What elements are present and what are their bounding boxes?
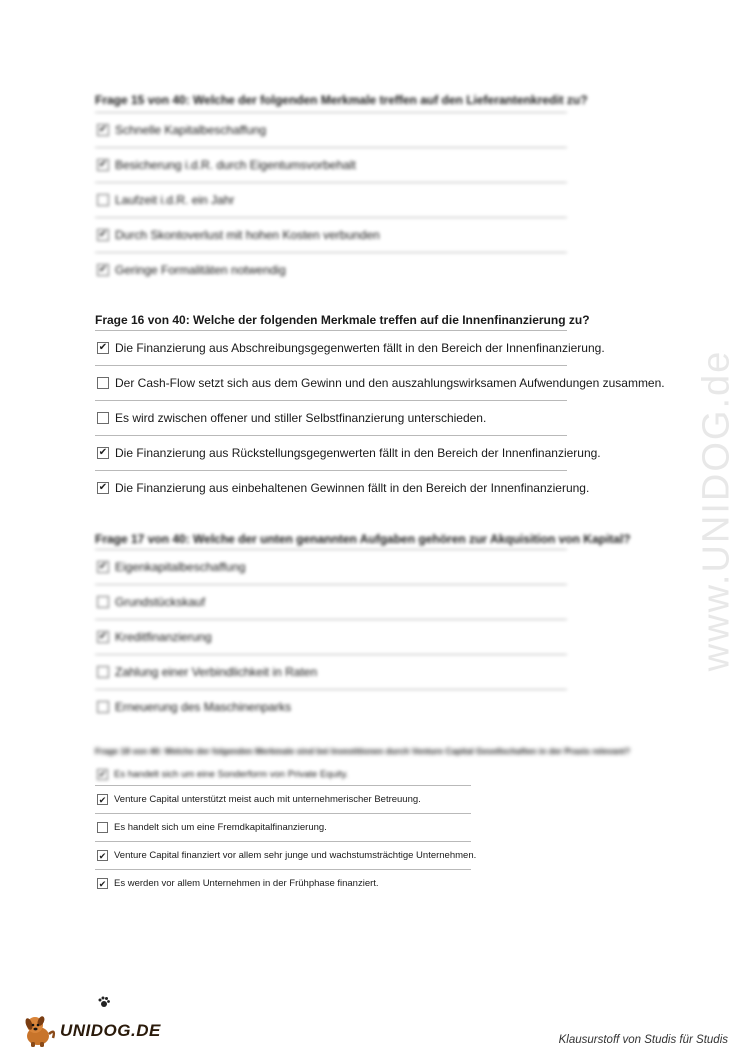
answer-option[interactable] (95, 654, 567, 689)
option-label: Schnelle Kapitalbeschaffung (115, 123, 267, 137)
checkbox-icon[interactable] (97, 377, 109, 389)
question-title: Frage 15 von 40: Welche der folgenden Merkmale treffen auf den Lieferantenkredit zu? (95, 93, 588, 107)
checkbox-icon[interactable]: ✔ (98, 124, 108, 135)
answer-option[interactable] (95, 365, 665, 400)
option-label: Grundstückskauf (115, 595, 206, 609)
option-label: Die Finanzierung aus Rückstellungsgegenwerten fällt in den Bereich der Innenfinanzierung. (115, 446, 601, 460)
question-18 (95, 744, 631, 897)
checkbox-icon[interactable]: ✔ (98, 631, 108, 642)
option-label: Die Finanzierung aus einbehaltenen Gewinnen fällt in den Bereich der Innenfinanzierung. (115, 481, 590, 495)
answer-option[interactable] (95, 785, 471, 813)
unidog-logo (22, 1014, 161, 1048)
answer-option[interactable] (95, 549, 567, 584)
option-label: Der Cash-Flow setzt sich aus dem Gewinn und den auszahlungswirksamen Aufwendungen zusammen. (115, 376, 665, 390)
question-17 (95, 532, 631, 724)
answer-option[interactable] (95, 252, 567, 287)
checkbox-icon[interactable] (97, 194, 109, 206)
question-title: Frage 16 von 40: Welche der folgenden Merkmale treffen auf die Innenfinanzierung zu? (95, 313, 590, 327)
checkbox-icon[interactable] (97, 412, 109, 424)
option-label: Venture Capital finanziert vor allem sehr junge und wachstumsträchtige Unternehmen. (114, 850, 477, 861)
checkbox-icon[interactable]: ✔ (98, 229, 108, 240)
option-label: Erneuerung des Maschinenparks (115, 700, 292, 714)
watermark (693, 285, 741, 735)
answer-option[interactable] (95, 470, 590, 505)
checkbox-icon[interactable] (97, 596, 109, 608)
answer-option[interactable] (95, 400, 567, 435)
option-label: Eigenkapitalbeschaffung (115, 560, 246, 574)
question-15 (95, 93, 588, 287)
answer-option[interactable] (95, 869, 471, 897)
option-label: Geringe Formalitäten notwendig (115, 263, 286, 277)
question-title: Frage 17 von 40: Welche der unten genannten Aufgaben gehören zur Akquisition von Kapital? (95, 532, 631, 546)
option-label: Es handelt sich um eine Fremdkapitalfinanzierung. (114, 822, 327, 833)
question-16 (95, 313, 665, 505)
answer-option[interactable] (95, 813, 471, 841)
answer-option[interactable] (95, 217, 567, 252)
answer-option[interactable] (95, 112, 567, 147)
option-label: Laufzeit i.d.R. ein Jahr (115, 193, 235, 207)
dog-icon (22, 1014, 58, 1048)
answer-option[interactable] (95, 841, 477, 869)
option-label: Venture Capital unterstützt meist auch mit unternehmerischer Betreuung. (114, 794, 421, 805)
footer-slogan: Klausurstoff von Studis für Studis (558, 1034, 728, 1046)
question-title: Frage 18 von 40: Welche der folgenden Merkmale sind bei Investitionen durch Venture Capital Gesellschaften in der Praxis relevant? (95, 746, 631, 756)
logo-text: UNIDOG.DE (60, 1021, 161, 1040)
answer-option[interactable] (95, 182, 567, 217)
option-label: Kreditfinanzierung (115, 630, 212, 644)
checkbox-icon[interactable]: ✔ (98, 878, 107, 889)
checkbox-icon[interactable] (97, 666, 109, 678)
option-label: Es wird zwischen offener und stiller Selbstfinanzierung unterschieden. (115, 411, 487, 425)
checkbox-icon[interactable]: ✔ (98, 794, 107, 805)
checkbox-icon[interactable]: ✔ (98, 769, 107, 779)
paw-icon (98, 996, 110, 1008)
checkbox-icon[interactable]: ✔ (98, 159, 108, 170)
checkbox-icon[interactable]: ✔ (98, 447, 108, 458)
checkbox-icon[interactable] (97, 822, 108, 833)
option-label: Besicherung i.d.R. durch Eigentumsvorbehalt (115, 158, 356, 172)
answer-option[interactable] (95, 330, 605, 365)
checkbox-icon[interactable] (97, 701, 109, 713)
option-label: Es werden vor allem Unternehmen in der Frühphase finanziert. (114, 878, 379, 889)
option-label: Die Finanzierung aus Abschreibungsgegenwerten fällt in den Bereich der Innenfinanzierung. (115, 341, 605, 355)
checkbox-icon[interactable]: ✔ (98, 561, 108, 572)
answer-option[interactable] (95, 619, 567, 654)
checkbox-icon[interactable]: ✔ (98, 850, 107, 861)
checkbox-icon[interactable]: ✔ (98, 342, 108, 353)
option-label: Es handelt sich um eine Sonderform von Private Equity. (114, 768, 349, 780)
watermark-text: www.UNIDOG.de (695, 349, 738, 671)
answer-option[interactable] (95, 147, 567, 182)
checkbox-icon[interactable]: ✔ (98, 264, 108, 275)
option-label: Durch Skontoverlust mit hohen Kosten verbunden (115, 228, 380, 242)
answer-option[interactable] (95, 763, 471, 785)
answer-option[interactable] (95, 435, 601, 470)
answer-option[interactable] (95, 689, 567, 724)
answer-option[interactable] (95, 584, 567, 619)
option-label: Zahlung einer Verbindlichkeit in Raten (115, 665, 318, 679)
checkbox-icon[interactable]: ✔ (98, 482, 108, 493)
